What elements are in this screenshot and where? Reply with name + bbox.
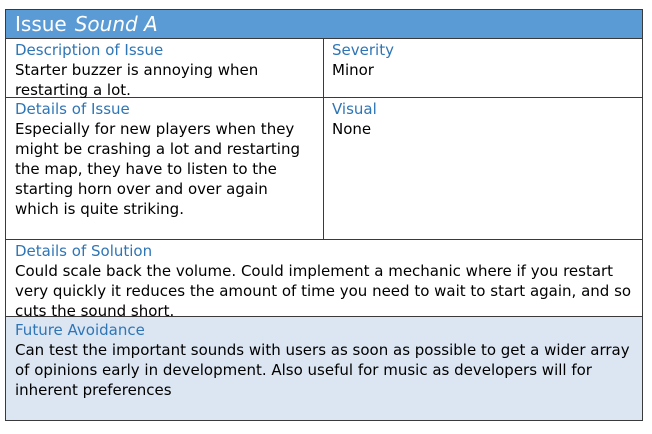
visual-label: Visual [332,100,377,118]
avoidance-text: Can test the important sounds with users as soon as possible to get a wider array of opinions early in development. Also useful for music as developers will for inherent preferences [15,341,630,399]
issue-name: Sound A [74,12,158,36]
description-text: Starter buzzer is annoying when restarting a lot. [15,61,259,99]
avoidance-cell [15,320,635,400]
details-label: Details of Issue [15,100,130,118]
severity-value: Minor [332,61,374,79]
row-divider [6,239,642,240]
column-divider [323,39,324,240]
details-text: Especially for new players when they might be crashing a lot and restarting the map, they have to listen to the starting horn over and over again which is quite striking. [15,120,301,218]
visual-value: None [332,120,372,138]
issue-header [6,10,642,39]
severity-label: Severity [332,41,394,59]
avoidance-label: Future Avoidance [15,321,145,339]
issue-table [5,9,643,421]
issue-title-label: Issue [15,12,67,36]
solution-text: Could scale back the volume. Could implement a mechanic where if you restart very quickly it reduces the amount of time you need to wait to start again, and so cuts the sound short. [15,262,632,320]
description-label: Description of Issue [15,41,164,59]
solution-cell [15,241,635,321]
details-cell [15,99,315,219]
visual-cell [332,99,632,139]
description-cell [15,40,315,100]
severity-cell [332,40,632,80]
solution-label: Details of Solution [15,242,153,260]
issue-title [15,10,158,38]
